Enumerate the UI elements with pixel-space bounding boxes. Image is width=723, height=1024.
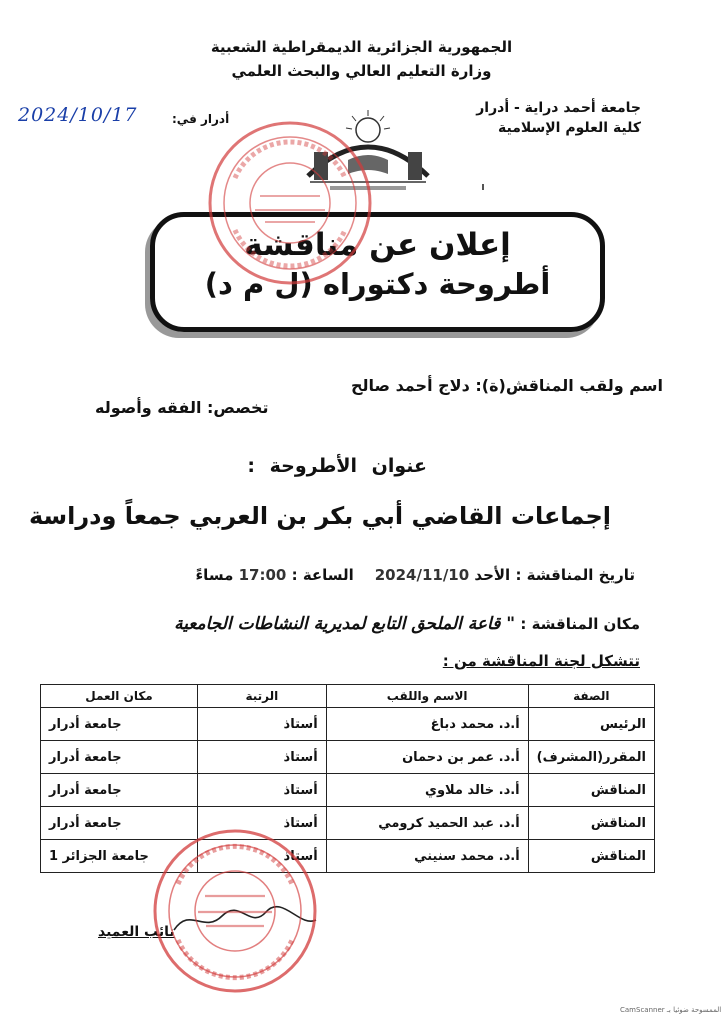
jury-workplace: جامعة أدرار	[41, 774, 198, 807]
specialty-line	[95, 398, 269, 417]
defense-time: 17:00	[238, 566, 287, 584]
specialty-label: تخصص:	[207, 398, 269, 417]
jury-workplace: جامعة الجزائر 1	[41, 840, 198, 873]
table-row	[41, 840, 655, 873]
dean-signature-label: نائب العميد	[98, 924, 175, 940]
defense-day: الأحد	[474, 566, 511, 584]
jury-role: الرئيس	[528, 708, 654, 741]
schedule-line	[196, 566, 635, 584]
jury-rank: أستاذ	[198, 741, 327, 774]
table-row	[41, 807, 655, 840]
faculty-name: كلية العلوم الإسلامية	[497, 120, 641, 136]
table-row	[41, 708, 655, 741]
defense-period: مساءً	[195, 566, 234, 584]
thesis-title: إجماعات القاضي أبي بكر بن العربي جمعاً ودراسة	[28, 502, 611, 530]
handwritten-date: 2024/10/17	[18, 104, 138, 126]
jury-role: المناقش	[528, 774, 654, 807]
faculty-seal-top	[205, 118, 375, 288]
venue-line	[174, 614, 640, 634]
ministry-heading: وزارة التعليم العالي والبحث العلمي	[231, 62, 492, 80]
defender-name: دلاج أحمد صالح	[350, 376, 470, 395]
scanner-watermark: CamScanner الممسوحة ضوئيا بـ	[620, 1006, 722, 1014]
announcement-title: إعلان عن مناقشة	[244, 227, 511, 263]
thesis-title-label: عنوان الأطروحة :	[247, 455, 427, 477]
defense-date: 2024/11/10	[374, 566, 470, 584]
table-row	[41, 741, 655, 774]
university-name: جامعة أحمد دراية - أدرار	[476, 100, 641, 116]
jury-name: أ.د. محمد سنيني	[326, 840, 528, 873]
header-rank: الرتبة	[198, 685, 327, 708]
jury-rank: أستاذ	[198, 840, 327, 873]
announcement-subtitle: أطروحة دكتوراه (ل م د)	[204, 267, 551, 301]
jury-table	[40, 684, 655, 873]
specialty-value: الفقه وأصوله	[95, 398, 202, 417]
table-row	[41, 774, 655, 807]
jury-workplace: جامعة أدرار	[41, 708, 198, 741]
jury-rank: أستاذ	[198, 774, 327, 807]
university-block	[476, 100, 641, 140]
jury-rank: أستاذ	[198, 708, 327, 741]
jury-name: أ.د. عبد الحميد كرومي	[326, 807, 528, 840]
defender-line	[351, 376, 663, 395]
jury-name: أ.د. محمد دباغ	[326, 708, 528, 741]
header-role: الصفة	[528, 685, 654, 708]
date-label: أدرار في:	[172, 112, 230, 126]
faculty-seal-bottom	[150, 826, 320, 996]
jury-workplace: جامعة أدرار	[41, 807, 198, 840]
header-name: الاسم واللقب	[326, 685, 528, 708]
jury-role: المناقش	[528, 807, 654, 840]
jury-role: المقرر(المشرف)	[528, 741, 654, 774]
venue-label: مكان المناقشة :	[520, 615, 640, 633]
committee-label: تتشكل لجنة المناقشة من :	[442, 652, 640, 670]
jury-name: أ.د. عمر بن دحمان	[326, 741, 528, 774]
scan-mark	[482, 184, 484, 190]
republic-heading: الجمهورية الجزائرية الديمقراطية الشعبية	[210, 38, 513, 56]
jury-header-row	[41, 685, 655, 708]
jury-workplace: جامعة أدرار	[41, 741, 198, 774]
header-workplace: مكان العمل	[41, 685, 198, 708]
defense-date-label: تاريخ المناقشة :	[515, 566, 635, 584]
defense-time-label: الساعة :	[291, 566, 354, 584]
defender-label: اسم ولقب المناقش(ة):	[475, 376, 663, 395]
jury-rank: أستاذ	[198, 807, 327, 840]
jury-name: أ.د. خالد ملاوي	[326, 774, 528, 807]
jury-role: المناقش	[528, 840, 654, 873]
venue-value: " قاعة الملحق التابع لمديرية النشاطات الجامعية	[174, 614, 516, 634]
